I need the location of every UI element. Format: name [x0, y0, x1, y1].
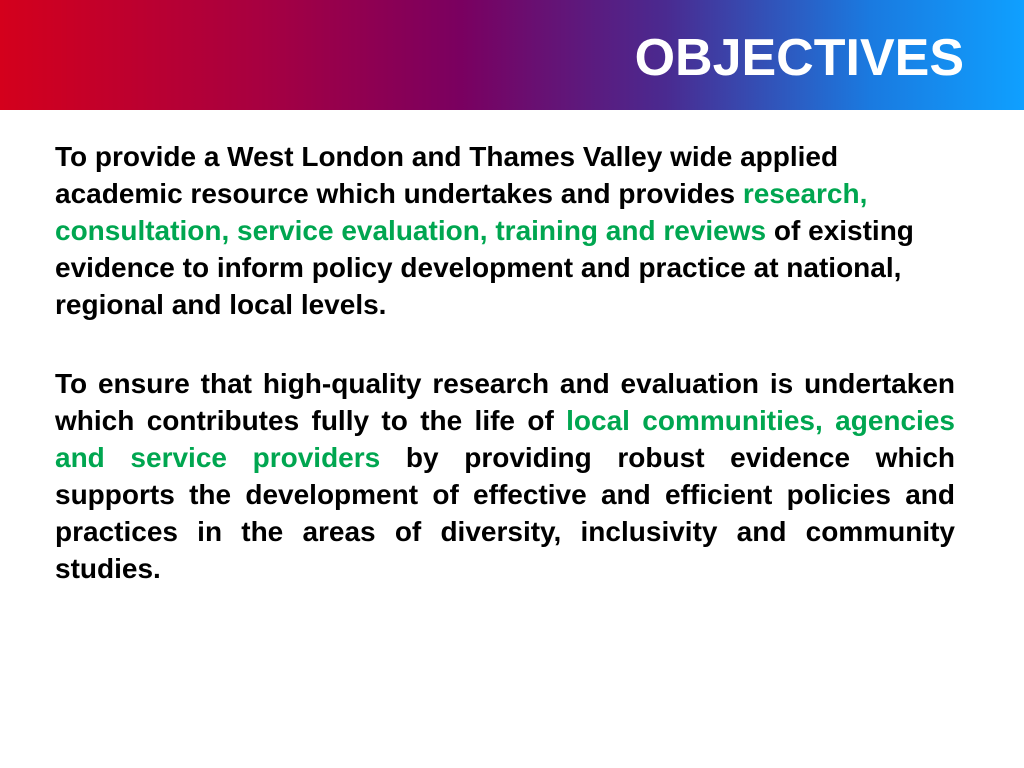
objective-paragraph-1 — [55, 138, 935, 323]
slide-title: OBJECTIVES — [634, 29, 964, 87]
title-banner — [0, 0, 1024, 110]
objective-1-highlight: research, consultation, service evaluation, training and reviews — [55, 178, 868, 246]
objective-2-highlight: local communities, agencies and service providers — [55, 405, 955, 473]
objective-1-text-after: of existing evidence to inform policy development and practice at national, regional and local levels. — [55, 215, 914, 320]
objective-2-text-before: To ensure that high-quality research and evaluation is undertaken which contributes fully to the life of — [55, 368, 955, 436]
objective-paragraph-2 — [55, 365, 955, 587]
objective-2-text-after: by providing robust evidence which supports the development of effective and efficient policies and practices in the areas of diversity, inclusivity and community studies. — [55, 442, 956, 584]
objective-1-text-before: To provide a West London and Thames Valley wide applied academic resource which undertakes and provides — [55, 141, 839, 209]
objectives-body — [55, 138, 955, 587]
